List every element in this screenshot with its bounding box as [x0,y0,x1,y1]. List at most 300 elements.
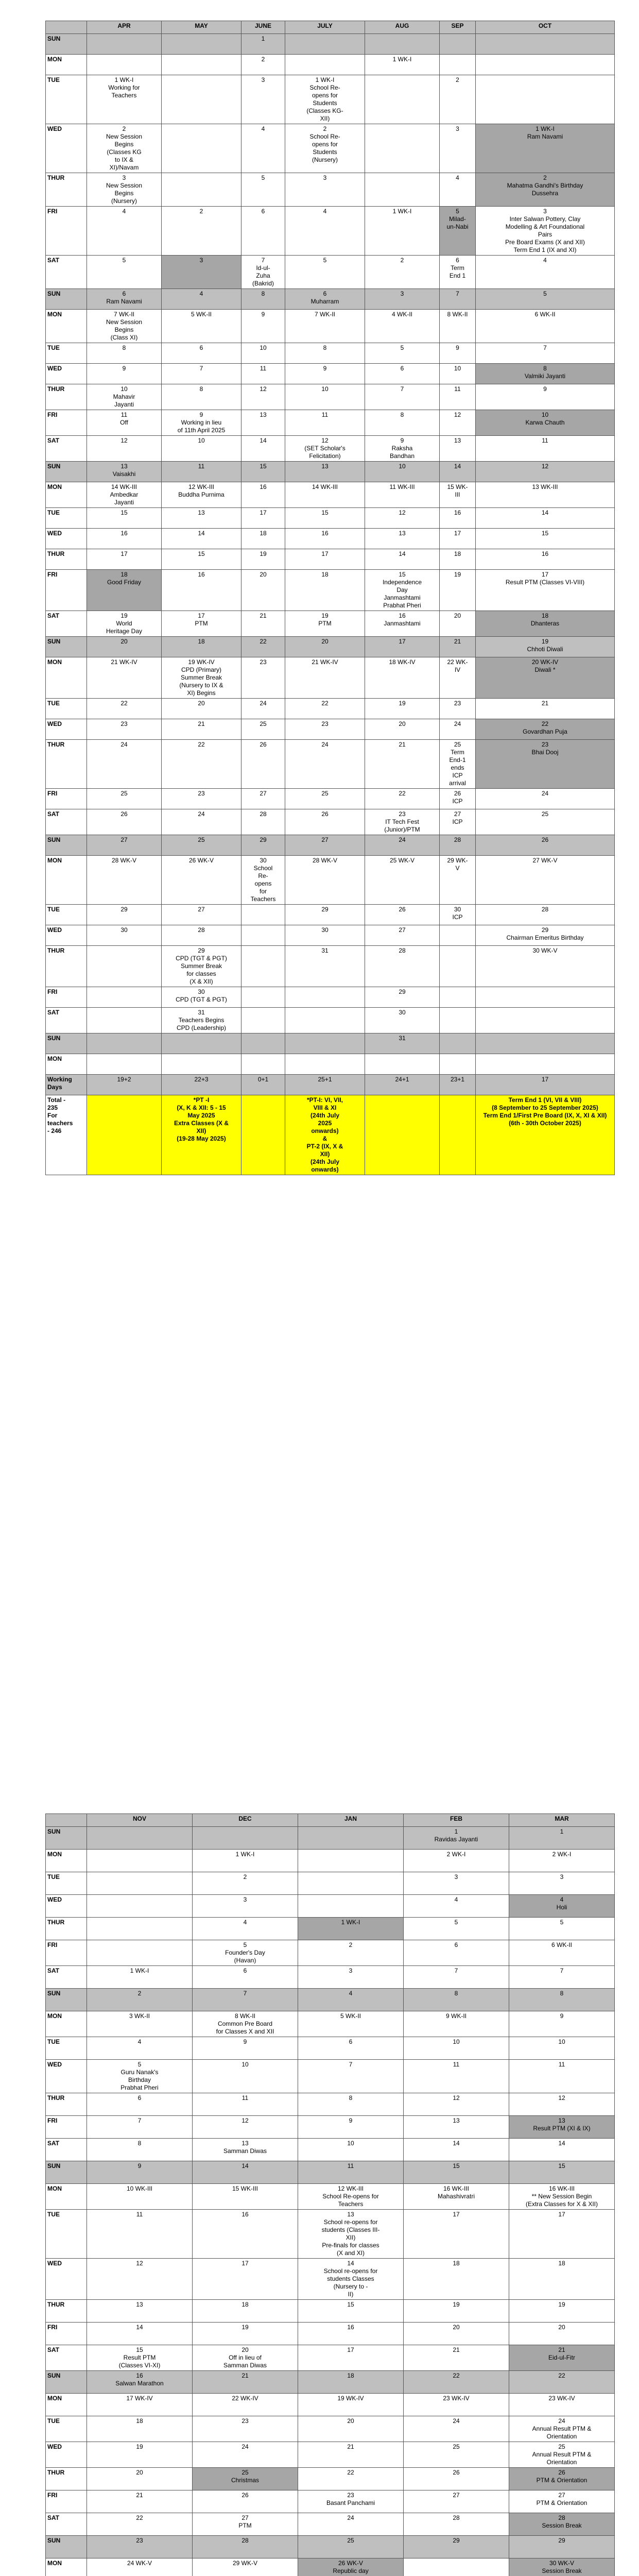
calendar-cell: 4 [440,173,476,207]
calendar-cell: 8 [298,2093,404,2116]
calendar-cell: 8 [509,1989,615,2011]
calendar-cell: 27 WK-V [476,856,615,905]
calendar-cell: 17 PTM [162,611,241,637]
calendar-row [46,1918,615,1940]
calendar-cell: 29 [285,905,365,925]
calendar-cell: 7 [476,343,615,364]
calendar-cell [87,1054,162,1075]
calendar-cell [440,1033,476,1054]
calendar-cell: 11 [404,2060,509,2093]
calendar-cell: 9 [440,343,476,364]
calendar-cell: 17 [365,637,440,657]
calendar-cell: 13 Samman Diwas [193,2139,298,2161]
calendar-cell: 5 WK-II [298,2011,404,2037]
weekday-label: SAT [46,809,87,835]
calendar-cell: 27 [285,835,365,856]
calendar-cell: 25 [298,2536,404,2558]
calendar-cell: 30 [285,925,365,946]
calendar-cell: 11 Off [87,410,162,436]
calendar-cell: 18 [162,637,241,657]
calendar-cell: 9 [509,2011,615,2037]
calendar-cell: 24 [285,740,365,789]
weekday-label: WED [46,719,87,740]
calendar-cell: 30 School Re- opens for Teachers [241,856,285,905]
month-header: JUNE [241,21,285,34]
calendar-cell: 15 [241,462,285,482]
calendar-cell: 1 WK-I Working for Teachers [87,75,162,124]
calendar-cell [365,1054,440,1075]
weekday-label: SUN [46,34,87,55]
calendar-cell: 11 [162,462,241,482]
calendar-cell: 24 [298,2513,404,2536]
calendar-cell: 22 WK-IV [193,2394,298,2416]
calendar-cell: 6 [193,1966,298,1989]
calendar-row [46,789,615,809]
calendar-cell: 13 WK-III [476,482,615,508]
calendar-cell: 1 [241,34,285,55]
calendar-cell: 18 [193,2300,298,2323]
calendar-cell: 3 [241,75,285,124]
calendar-row [46,1095,615,1175]
calendar-cell: 5 [241,173,285,207]
calendar-cell: 20 [509,2323,615,2345]
month-header: JAN [298,1814,404,1827]
calendar-cell: 7 [162,364,241,384]
calendar-cell [476,1008,615,1033]
calendar-cell: 24 [241,699,285,719]
calendar-cell [440,1054,476,1075]
calendar-cell: 3 [193,1895,298,1918]
calendar-cell: 17 [440,529,476,549]
calendar-cell: 23 Bhai Dooj [476,740,615,789]
calendar-cell: 24 [87,740,162,789]
calendar-cell: 3 WK-II [87,2011,193,2037]
calendar-cell: 19 [87,2442,193,2468]
calendar-cell: 22 [87,2513,193,2536]
calendar-cell: 7 WK-II New Session Begins (Class XI) [87,310,162,343]
calendar-cell: 7 Id-ul- Zuha (Bakrid) [241,256,285,289]
calendar-cell: 17 Result PTM (Classes VI-VIII) [476,570,615,611]
calendar-row [46,611,615,637]
calendar-cell: 8 [404,1989,509,2011]
calendar-cell [162,75,241,124]
calendar-cell: 21 [298,2442,404,2468]
calendar-cell [241,1033,285,1054]
calendar-cell: 7 WK-II [285,310,365,343]
calendar-cell: 9 [241,310,285,343]
calendar-cell: 16 [193,2210,298,2259]
calendar-cell: 23 [162,789,241,809]
calendar-cell: 27 PTM [193,2513,298,2536]
calendar-cell: 8 WK-II [440,310,476,343]
calendar-cell: 3 New Session Begins (Nursery) [87,173,162,207]
calendar-row [46,987,615,1008]
weekday-label: TUE [46,2210,87,2259]
calendar-cell: 26 ICP [440,789,476,809]
calendar-row [46,482,615,508]
calendar-cell: 8 WK-II Common Pre Board for Classes X and XII [193,2011,298,2037]
calendar-cell: 8 [365,410,440,436]
calendar-cell: 24 [476,789,615,809]
weekday-label: FRI [46,2490,87,2513]
calendar-row [46,55,615,75]
calendar-cell: 28 [365,946,440,987]
weekday-label: SUN [46,1989,87,2011]
calendar-cell: 6 Ram Navami [87,289,162,310]
calendar-cell: 31 [365,1033,440,1054]
calendar-cell: 6 [87,2093,193,2116]
calendar-row [46,809,615,835]
calendar-cell: 16 [298,2323,404,2345]
calendar-cell: 12 [476,462,615,482]
month-header: MAY [162,21,241,34]
calendar-cell: 20 [241,570,285,611]
weekday-label: MON [46,657,87,699]
calendar-cell: 1 WK-I [365,55,440,75]
calendar-cell [241,1095,285,1175]
calendar-row [46,462,615,482]
calendar-row [46,1827,615,1850]
calendar-cell: Term End 1 (VI, VII & VIII) (8 September to 25 September 2025) Term End 1/First Pre Board (IX, X, XI & XII) (6th - 30th October 2025) [476,1095,615,1175]
calendar-row [46,2323,615,2345]
calendar-cell [298,1850,404,1872]
calendar-cell: 20 [440,611,476,637]
calendar-cell: 25 Term End-1 ends ICP arrival [440,740,476,789]
calendar-cell: 6 [241,207,285,256]
calendar-cell [87,946,162,987]
calendar-table [45,21,615,1175]
calendar-cell [365,75,440,124]
calendar-cell: 2 [365,256,440,289]
calendar-cell [87,1918,193,1940]
calendar-cell: 14 [87,2323,193,2345]
calendar-cell: 23 [241,657,285,699]
weekday-label: MON [46,2558,87,2576]
calendar-cell: 6 WK-II [476,310,615,343]
calendar-cell: 29 [241,835,285,856]
calendar-cell: 17 WK-IV [87,2394,193,2416]
calendar-cell: 21 [241,611,285,637]
month-header [46,1814,87,1827]
weekday-label: TUE [46,699,87,719]
calendar-cell [193,1827,298,1850]
calendar-row [46,2513,615,2536]
calendar-cell: 14 [509,2139,615,2161]
calendar-row [46,2259,615,2300]
calendar-cell [476,1033,615,1054]
calendar-row [46,410,615,436]
calendar-cell: 23 WK-IV [509,2394,615,2416]
calendar-cell [440,34,476,55]
calendar-cell: 16 [440,508,476,529]
month-header: MAR [509,1814,615,1827]
calendar-cell [241,905,285,925]
weekday-label: SUN [46,1827,87,1850]
weekday-label: SAT [46,256,87,289]
calendar-row [46,2060,615,2093]
weekday-label: SAT [46,2513,87,2536]
calendar-cell: 10 [298,2139,404,2161]
calendar-cell: 19 [440,570,476,611]
calendar-cell: 3 [285,173,365,207]
weekday-label: THUR [46,2093,87,2116]
calendar-row [46,124,615,173]
calendar-cell: 20 [298,2416,404,2442]
calendar-cell: 24 [193,2442,298,2468]
calendar-cell: 1 [509,1827,615,1850]
calendar-cell: 9 [87,364,162,384]
calendar-cell: 4 [241,124,285,173]
calendar-cell: 15 Result PTM (Classes VI-XI) [87,2345,193,2371]
calendar-cell: 25 [404,2442,509,2468]
calendar-cell: 25 [87,789,162,809]
month-header: NOV [87,1814,193,1827]
calendar-cell: 4 Holi [509,1895,615,1918]
calendar-cell: 16 WK-III Mahashivratri [404,2184,509,2210]
calendar-row [46,905,615,925]
calendar-cell [87,1827,193,1850]
calendar-cell: 29 WK-V [193,2558,298,2576]
weekday-label: FRI [46,1940,87,1966]
weekday-label: SAT [46,611,87,637]
calendar-cell: 11 [87,2210,193,2259]
calendar-cell: 26 [87,809,162,835]
calendar-cell: 19 World Heritage Day [87,611,162,637]
calendar-cell: 17 [241,508,285,529]
month-header: DEC [193,1814,298,1827]
calendar-cell: 28 [193,2536,298,2558]
calendar-cell: 26 [241,740,285,789]
calendar-cell: 23 [87,2536,193,2558]
calendar-cell [285,34,365,55]
calendar-cell: 13 [162,508,241,529]
calendar-cell [476,1054,615,1075]
calendar-cell: 12 [193,2116,298,2139]
weekday-label: THUR [46,549,87,570]
calendar-cell: 22+3 [162,1075,241,1095]
calendar-cell: 19 PTM [285,611,365,637]
calendar-cell: 26 [365,905,440,925]
calendar-cell: 19 [404,2300,509,2323]
calendar-cell: 15 [404,2161,509,2184]
calendar-cell [241,1054,285,1075]
calendar-cell: 4 [193,1918,298,1940]
calendar-cell: 26 [285,809,365,835]
calendar-cell: 11 [476,436,615,462]
calendar-cell: 14 School re-opens for students Classes (Nursery to - II) [298,2259,404,2300]
month-header: SEP [440,21,476,34]
calendar-cell: 4 [404,1895,509,1918]
calendar-row [46,256,615,289]
calendar-cell: 5 [365,343,440,364]
calendar-row [46,1989,615,2011]
calendar-cell: 5 WK-II [162,310,241,343]
calendar-row [46,2394,615,2416]
calendar-cell: 26 PTM & Orientation [509,2468,615,2490]
calendar-cell: 21 WK-IV [87,657,162,699]
weekday-label: Working Days [46,1075,87,1095]
calendar-cell: 24 Annual Result PTM & Orientation [509,2416,615,2442]
weekday-label: SAT [46,2345,87,2371]
weekday-label: SAT [46,1008,87,1033]
calendar-row [46,2139,615,2161]
calendar-cell [87,1033,162,1054]
calendar-cell: 24 [440,719,476,740]
calendar-cell: 3 [404,1872,509,1895]
calendar-cell: 19 [509,2300,615,2323]
calendar-cell: 10 [404,2037,509,2060]
calendar-cell: 1 Ravidas Jayanti [404,1827,509,1850]
weekday-label: MON [46,2011,87,2037]
weekday-label: TUE [46,2037,87,2060]
month-header-row [46,21,615,34]
weekday-label: WED [46,124,87,173]
calendar-cell: 28 [404,2513,509,2536]
calendar-cell: 27 [404,2490,509,2513]
calendar-row [46,2037,615,2060]
calendar-cell: 24 WK-V [87,2558,193,2576]
calendar-cell: 9 Working in lieu of 11th April 2025 [162,410,241,436]
calendar-cell: 14 [476,508,615,529]
calendar-cell: 10 [365,462,440,482]
calendar-cell: 12 [440,410,476,436]
calendar-row [46,2345,615,2371]
calendar-row [46,34,615,55]
calendar-row [46,289,615,310]
calendar-cell [298,1872,404,1895]
calendar-cell: 4 [285,207,365,256]
weekday-label: WED [46,2259,87,2300]
calendar-cell: 20 [87,2468,193,2490]
calendar-cell [285,1033,365,1054]
calendar-cell: 14 [440,462,476,482]
calendar-cell: 2 [298,1940,404,1966]
calendar-cell: 9 WK-II [404,2011,509,2037]
calendar-cell: 27 [241,789,285,809]
calendar-cell: 25 [476,809,615,835]
calendar-cell: 7 [365,384,440,410]
calendar-cell: 18 [404,2259,509,2300]
calendar-cell: 17 [285,549,365,570]
calendar-cell: 11 WK-III [365,482,440,508]
calendar-cell: 24 [365,835,440,856]
calendar-cell: 18 Dhanteras [476,611,615,637]
calendar-cell: 10 [241,343,285,364]
calendar-cell: *PT-I: VI, VII, VIII & XI (24th July 2025 onwards) & PT-2 (IX, X & XII) (24th July onwards) [285,1095,365,1175]
calendar-cell [87,1872,193,1895]
calendar-row [46,835,615,856]
calendar-row [46,570,615,611]
calendar-cell: 8 [285,343,365,364]
calendar-cell: 17 [404,2210,509,2259]
calendar-cell: 23+1 [440,1075,476,1095]
calendar-cell: 4 [87,207,162,256]
calendar-cell: 2 WK-I [509,1850,615,1872]
calendar-cell: 8 Valmiki Jayanti [476,364,615,384]
weekday-label: SUN [46,835,87,856]
calendar-cell: 3 Inter Salwan Pottery, Clay Modelling & Art Foundational Pairs Pre Board Exams (X and XII) Term End 1 (IX and XI) [476,207,615,256]
calendar-cell: 2 [193,1872,298,1895]
weekday-label: THUR [46,173,87,207]
calendar-cell: 23 [87,719,162,740]
weekday-label: FRI [46,2323,87,2345]
calendar-cell: 25 Annual Result PTM & Orientation [509,2442,615,2468]
weekday-label: MON [46,1850,87,1872]
calendar-cell: 3 [509,1872,615,1895]
calendar-cell: 13 [440,436,476,462]
calendar-cell: 2 New Session Begins (Classes KG to IX & XI)/Navam [87,124,162,173]
calendar-row [46,2536,615,2558]
calendar-cell [298,1895,404,1918]
calendar-cell: 14 [193,2161,298,2184]
calendar-cell: 18 [509,2259,615,2300]
calendar-cell: 16 [241,482,285,508]
calendar-cell [241,946,285,987]
calendar-cell: 13 [285,462,365,482]
calendar-row [46,2210,615,2259]
calendar-cell: 29 WK- V [440,856,476,905]
calendar-row [46,2490,615,2513]
calendar-cell: 5 Milad- un-Nabi [440,207,476,256]
calendar-cell: 15 WK- III [440,482,476,508]
calendar-cell [476,75,615,124]
calendar-row [46,2558,615,2576]
calendar-cell: 7 [87,2116,193,2139]
weekday-label: Total - 235 For teachers - 246 [46,1095,87,1175]
calendar-cell: 16 [162,570,241,611]
weekday-label: MON [46,55,87,75]
calendar-cell: 12 (SET Scholar's Felicitation) [285,436,365,462]
calendar-cell: 25 [285,789,365,809]
calendar-cell: 26 WK-V Republic day [298,2558,404,2576]
calendar-cell: 7 [193,1989,298,2011]
month-header-row [46,1814,615,1827]
weekday-label: WED [46,925,87,946]
calendar-cell: 13 [87,2300,193,2323]
weekday-label: MON [46,2184,87,2210]
month-header: JULY [285,21,365,34]
calendar-row [46,1940,615,1966]
calendar-cell [162,1033,241,1054]
calendar-cell [87,1850,193,1872]
calendar-cell: 11 [298,2161,404,2184]
weekday-label: TUE [46,2416,87,2442]
calendar-cell [87,987,162,1008]
calendar-cell: 14 [162,529,241,549]
calendar-cell: 16 [476,549,615,570]
calendar-cell: 12 WK-III Buddha Purnima [162,482,241,508]
calendar-cell: 30 ICP [440,905,476,925]
calendar-cell: 4 WK-II [365,310,440,343]
calendar-cell: 19 WK-IV CPD (Primary) Summer Break (Nursery to IX & XI) Begins [162,657,241,699]
calendar-cell: 10 Karwa Chauth [476,410,615,436]
calendar-cell: 21 [404,2345,509,2371]
calendar-cell: 13 Vaisakhi [87,462,162,482]
calendar-cell: 12 [509,2093,615,2116]
weekday-label: WED [46,2060,87,2093]
calendar-cell: 1 WK-I [87,1966,193,1989]
calendar-cell [440,55,476,75]
calendar-row [46,508,615,529]
calendar-cell: 28 [162,925,241,946]
weekday-label: SUN [46,2371,87,2394]
calendar-cell: 23 WK-IV [404,2394,509,2416]
calendar-cell [440,987,476,1008]
calendar-cell: 17 [87,549,162,570]
calendar-cell: 22 [365,789,440,809]
calendar-cell: 16 [285,529,365,549]
calendar-cell: 30 WK-V Session Break [509,2558,615,2576]
